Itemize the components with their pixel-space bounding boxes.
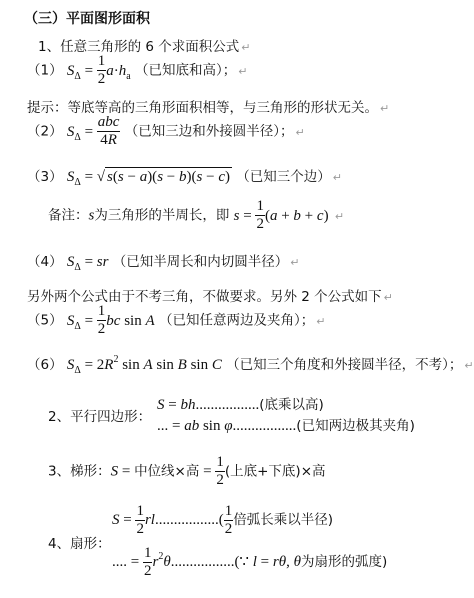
other-note-text: 另外两个公式由于不考三角，不做要求。另外 2 个公式如下 xyxy=(27,289,382,305)
dot-leader: ................. xyxy=(232,418,297,434)
formula-index: （6） xyxy=(27,357,63,373)
formula-index: （3） xyxy=(27,169,63,185)
formula-1 xyxy=(27,54,248,87)
parallelogram-label: 2、平行四边形： xyxy=(48,409,152,425)
paragraph-mark-icon: ↵ xyxy=(241,41,251,54)
parallelogram-line-1: S = bh.................(底乘以高) xyxy=(157,397,324,413)
parallelogram-line-2: ... = ab sin φ.................(已知两边极其夹角) xyxy=(157,418,415,434)
formula-index: （4） xyxy=(27,254,63,270)
paragraph-mark-icon: ↵ xyxy=(380,102,390,115)
sector-line-2: .... = $\frac{1}{2}$ $r^2\theta.................(\because$ l = rθ, θ为扇形的弧度) xyxy=(112,545,388,579)
paragraph-mark-icon: ↵ xyxy=(332,171,342,184)
formula-5 xyxy=(27,304,325,337)
formula-index: （5） xyxy=(27,312,63,329)
sector-label: 4、扇形： xyxy=(48,536,111,552)
remark-text: 为三角形的半周长，即 xyxy=(94,207,230,224)
dot-leader: ................. xyxy=(170,553,235,570)
formula-expression: $S_\Delta$ = $\frac{1}{2}$ bc sin A xyxy=(66,303,155,337)
paragraph-mark-icon: ↵ xyxy=(290,256,300,269)
formula-note: （已知三个角度和外接圆半径，不考）； xyxy=(226,357,463,373)
parallelogram-note-2: (已知两边极其夹角) xyxy=(296,418,415,434)
paragraph-mark-icon: ↵ xyxy=(238,64,248,78)
trapezoid-text-b: (上底+下底)×高 xyxy=(224,463,326,480)
formula-4 xyxy=(27,250,300,273)
triangle-heading-text: 1、任意三角形的 6 个求面积公式 xyxy=(38,39,240,55)
formula-2 xyxy=(27,115,305,148)
formula-6 xyxy=(27,353,474,376)
formula-expression: $S_\Delta = 2R^2$ sin A sin B sin C xyxy=(66,354,222,376)
paragraph-mark-icon: ↵ xyxy=(316,314,326,328)
formula-note: （已知三边和外接圆半径）； xyxy=(124,123,294,140)
paragraph-mark-icon: ↵ xyxy=(464,359,474,372)
paragraph-mark-icon: ↵ xyxy=(383,291,393,304)
other-formulas-note xyxy=(27,285,393,305)
formula-index: （2） xyxy=(27,123,63,140)
formula-expression: $S_\Delta$ = sr xyxy=(66,254,109,273)
dot-leader: ................. xyxy=(154,511,219,528)
sector-note-1: 倍弧长乘以半径) xyxy=(233,511,334,528)
section-title: （三）平面图形面积 xyxy=(24,11,150,27)
sector-line-1: S = $\frac{1}{2}$ rl.................( $\frac{1}{2}$ 倍弧长乘以半径) xyxy=(112,503,334,537)
remark-expression: s = $\frac{1}{2}$ (a + b + c) xyxy=(233,198,329,232)
formula-index: （1） xyxy=(27,62,63,79)
remark-line xyxy=(48,199,344,232)
formula-3 xyxy=(27,165,342,188)
triangle-heading xyxy=(38,35,250,55)
formula-expression: $S_\Delta$ = √ s(s − a)(s − b)(s − c) xyxy=(66,169,230,188)
trapezoid-line: 3、梯形：S = 中位线×高 = $\frac{1}{2}$ (上底+下底)×高 xyxy=(48,454,326,488)
trapezoid-text-a: 中位线×高 xyxy=(134,463,200,480)
trapezoid-label: 3、梯形： xyxy=(48,463,111,480)
formula-note: （已知三个边） xyxy=(236,169,331,185)
formula-note: （已知任意两边及夹角）； xyxy=(158,312,315,329)
paragraph-mark-icon: ↵ xyxy=(295,125,305,139)
formula-expression: $S_\Delta$ = $\frac{1}{2}$ $a\cdot h_a$ xyxy=(66,53,131,87)
formula-note: （已知底和高）； xyxy=(135,62,237,79)
hint-line xyxy=(27,96,389,116)
parallelogram-note-1: (底乘以高) xyxy=(259,397,324,413)
remark-prefix: 备注： xyxy=(48,207,89,224)
dot-leader: ................. xyxy=(195,397,260,413)
remark-variable: s xyxy=(88,207,95,224)
hint-text: 提示：等底等高的三角形面积相等，与三角形的形状无关。 xyxy=(27,100,378,116)
formula-expression: $S_\Delta$ = $\frac{\text{abc}}{4R}$ xyxy=(66,114,120,148)
formula-note: （已知半周长和内切圆半径） xyxy=(112,254,289,270)
sector-note-2: 为扇形的弧度) xyxy=(300,553,388,570)
paragraph-mark-icon: ↵ xyxy=(334,209,345,223)
